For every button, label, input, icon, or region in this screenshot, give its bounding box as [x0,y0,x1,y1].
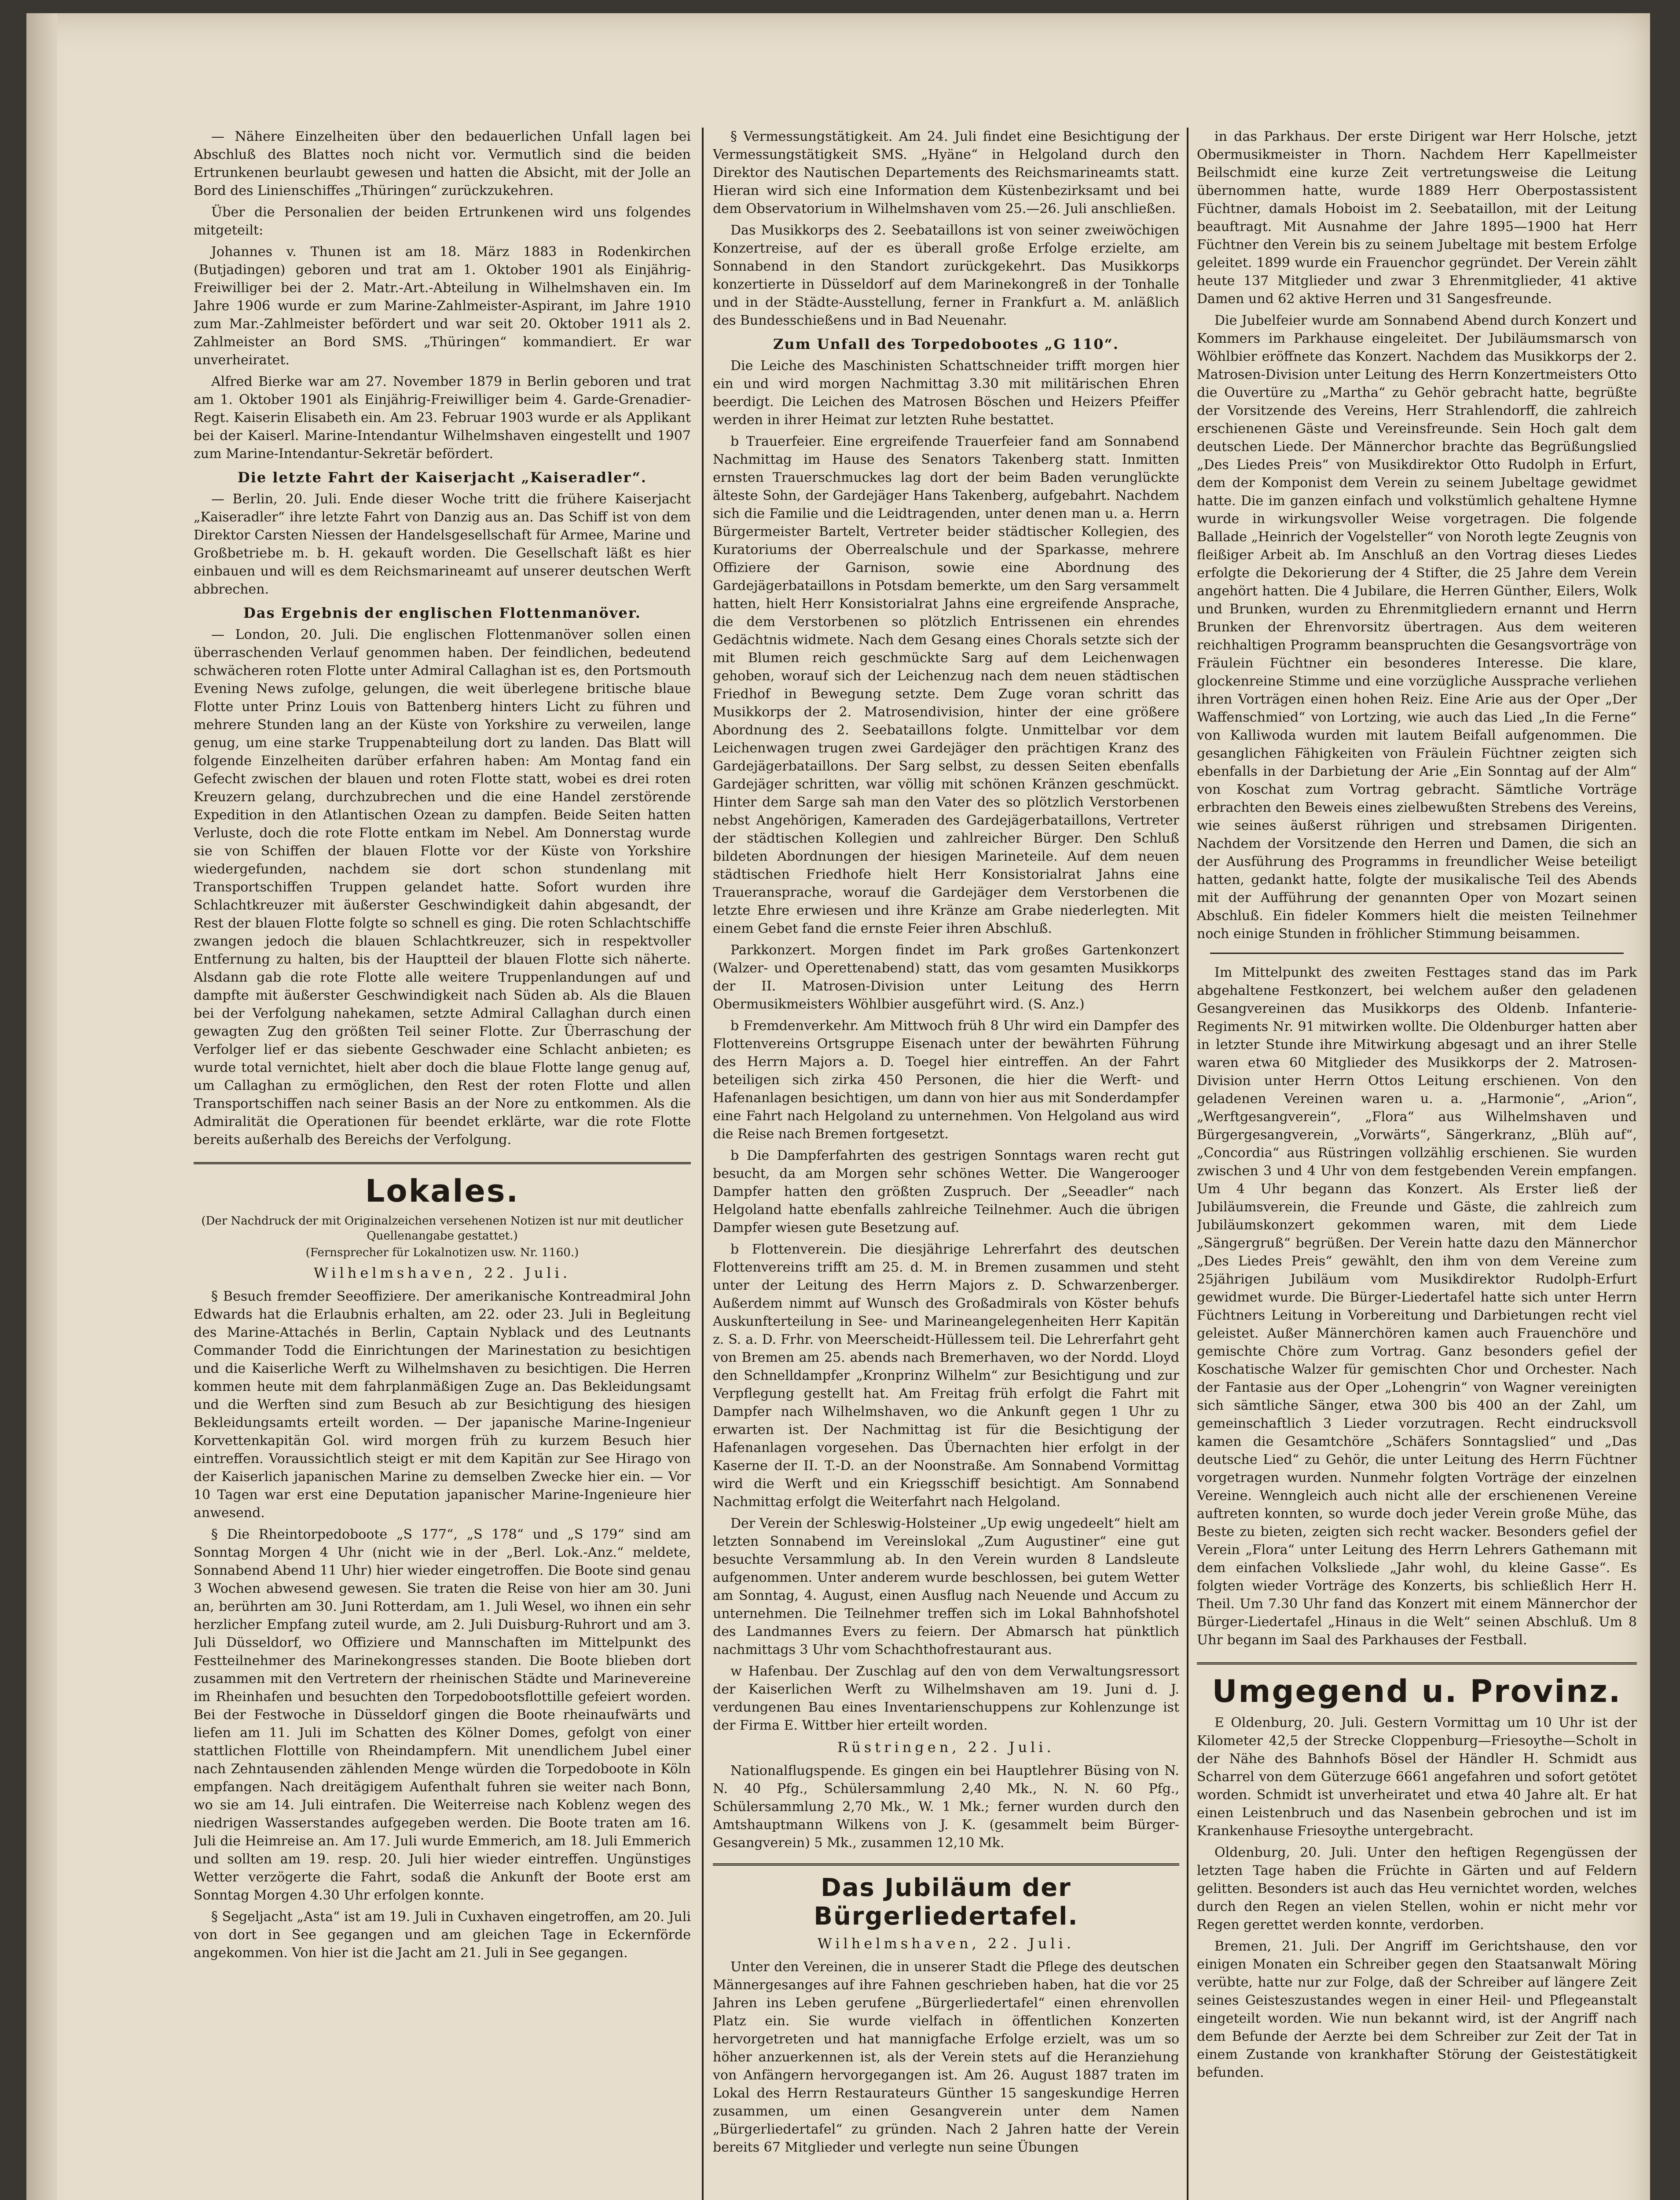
section-heading-umgegend: Umgegend u. Provinz. [1197,1662,1637,1709]
article-paragraph: E Oldenburg, 20. Juli. Gestern Vormittag um 10 Uhr ist der Kilometer 42,5 der Strecke Cloppenburg—Friesoythe—Scholt in der Nähe des Bahnhofs Bösel der Händler H. Schmidt aus Scharrel von dem Güterzuge 6661 angefahren und sofort getötet worden. Schmidt ist unverheiratet und etwa 40 Jahre alt. Er hat einen Leistenbruch und das Nasenbein gebrochen und ist im Krankenhause Friesoythe untergebracht. [1197,1715,1637,1839]
article-paragraph: Über die Personalien der beiden Ertrunkenen wird uns folgendes mitgeteilt: [194,205,691,238]
article-paragraph: § Besuch fremder Seeoffiziere. Der amerikanische Kontreadmiral John Edwards hat die Erlaubnis erhalten, am 22. oder 23. Juli in Begleitung des Marine-Attachés in Berlin, Captain Nyblack und des Leutnants Commander Todd die Einrichtungen der Marinestation zu besichtigen und die Kaiserliche Werft zu Wilhelmshaven zu besichtigen. Die Herren kommen heute mit dem fahrplanmäßigen Zuge an. Das Bekleidungsamt und die Werften sind zum Besuch ab zur Besichtigung des hiesigen Bekleidungsamts erteilt worden. — Der japanische Marine-Ingenieur Korvettenkapitän Gol. wird morgen früh zu kurzem Besuch hier eintreffen. Voraussichtlich steigt er mit dem Kapitän zur See Hirago von der Kaiserlich japanischen Marine zu demselben Zwecke hier ein. — Vor 10 Tagen war erst eine Deputation japanischer Marine-Ingenieure hier anwesend. [194,1289,691,1521]
article-paragraph: b Fremdenverkehr. Am Mittwoch früh 8 Uhr wird ein Dampfer des Flottenvereins Ortsgruppe Eisenach unter der bewährten Führung des Herrn Majors a. D. Toegel hier eintreffen. An der Fahrt beteiligen sich zirka 450 Personen, die hier die Werft- und Hafenanlagen besichtigen, um dann von hier aus mit Sonderdampfer eine Fahrt nach Helgoland zu unternehmen. Von Helgoland aus wird die Reise nach Bremen fortgesetzt. [713,1018,1179,1142]
article-paragraph: Die Leiche des Maschinisten Schattschneider trifft morgen hier ein und wird morgen Nachmittag 3.30 mit militärischen Ehren beerdigt. Die Leichen des Matrosen Böschen und Heizers Pfeiffer werden in ihrer Heimat zur letzten Ruhe bestattet. [713,358,1179,428]
article-paragraph: Unter den Vereinen, die in unserer Stadt die Pflege des deutschen Männergesanges auf ihre Fahnen geschrieben haben, hat die vor 25 Jahren ins Leben gerufene „Bürgerliedertafel“ einen ehrenvollen Platz ein. Sie wurde vielfach in öffentlichen Konzerten hervorgetreten und hat mannigfache Erfolge erzielt, was um so höher anzuerkennen ist, als der Verein stets auf die Heranziehung von Anfängern hervorgegangen ist. Am 26. August 1887 traten im Lokal des Herrn Restaurateurs Günther 15 sangeskundige Herren zusammen, um einen Gesangverein unter dem Namen „Bürgerliedertafel“ zu gründen. Nach 2 Jahren hatte der Verein bereits 67 Mitglieder und verlegte nun seine Übungen [713,1959,1179,2155]
column-rule [702,128,704,2200]
article-paragraph: b Flottenverein. Die diesjährige Lehrerfahrt des deutschen Flottenvereins trifft am 25. d. M. in Bremen zusammen und steht unter der Leitung des Herrn Majors z. D. Schwarzenberger. Außerdem nimmt auf Wunsch des Großadmirals von Köster behufs Auskunfterteilung in See- und Marineangelegenheiten Herr Kapitän z. S. a. D. Frhr. von Meerscheidt-Hüllessem teil. Die Lehrerfahrt geht von Bremen am 25. abends nach Bremerhaven, wo der Nordd. Lloyd den Schnelldampfer „Kronprinz Wilhelm“ zur Besichtigung und zur Verpflegung gestellt hat. Am Freitag früh erfolgt die Fahrt mit Dampfer nach Wilhelmshaven, wo die Ankunft gegen 1 Uhr zu erwarten ist. Der Nachmittag ist für die Besichtigung der Hafenanlagen vorgesehen. Das Übernachten hier erfolgt in der Kaserne der II. T.-D. an der Noonstraße. Am Sonnabend Vormittag wird die Werft und ein Kriegsschiff besichtigt. Am Sonnabend Nachmittag erfolgt die Weiterfahrt nach Helgoland. [713,1242,1179,1510]
dateline: Wilhelmshaven, 22. Juli. [313,1265,571,1281]
reprint-note: (Der Nachdruck der mit Originalzeichen versehenen Notizen ist nur mit deutlicher Quellenangabe gestattet.) [201,1214,683,1243]
article-paragraph: w Hafenbau. Der Zuschlag auf den von dem Verwaltungsressort der Kaiserlichen Werft zu Wilhelmshaven am 19. Juni d. J. verdungenen Bau eines Inventarienschuppens zur Kohlenzunge ist der Firma E. Wittber hier erteilt worden. [713,1664,1179,1733]
article-paragraph: Bremen, 21. Juli. Der Angriff im Gerichtshause, den vor einigen Monaten ein Schreiber gegen den Staatsanwalt Möring verübte, hatte nur zur Folge, daß der Schreiber auf längere Zeit seines Geisteszustandes wegen in einer Heil- und Pflegeanstalt eingeteilt worden. Wie nun bekannt wird, ist der Angriff nach dem Befunde der Aerzte bei dem Schreiber zur Zeit der Tat in einem Zustande von krankhafter Störung der Geistestätigkeit befunden. [1197,1939,1637,2080]
article-paragraph: b Die Dampferfahrten des gestrigen Sonntags waren recht gut besucht, da am Morgen sehr schönes Wetter. Die Wangerooger Dampfer hatten den größten Zuspruch. Der „Seeadler“ nach Helgoland hatte ebenfalls zahlreiche Teilnehmer. Auch die übrigen Dampfer wiesen gute Besetzung auf. [713,1148,1179,1236]
divider [1210,953,1624,954]
article-paragraph: Nationalflugspende. Es gingen ein bei Hauptlehrer Büsing von N. N. 40 Pfg., Schülersammlung 2,40 Mk., N. N. 60 Pfg., Schülersammlung 2,70 Mk., W. 1 Mk.; ferner wurden durch den Amtshauptmann Wilkens von J. K. (gesammelt beim Bürger-Gesangverein) 5 Mk., zusammen 12,10 Mk. [713,1763,1179,1851]
column-rule [1187,128,1188,2200]
article-paragraph: Johannes v. Thunen ist am 18. März 1883 in Rodenkirchen (Butjadingen) geboren und trat am 1. Oktober 1901 als Einjährig-Freiwilliger bei der 2. Matr.-Art.-Abteilung in Wilhelmshaven ein. Im Jahre 1906 wurde er zum Marine-Zahlmeister-Aspirant, im Jahre 1910 zum Mar.-Zahlmeister befördert und war seit 20. Oktober 1911 als 2. Zahlmeister an Bord SMS. „Thüringen“ kommandiert. Er war unverheiratet. [194,244,691,368]
article-paragraph: Alfred Bierke war am 27. November 1879 in Berlin geboren und trat am 1. Oktober 1901 als Einjährig-Freiwilliger beim 4. Garde-Grenadier-Regt. Kaiserin Elisabeth ein. Am 23. Februar 1903 wurde er als Applikant bei der Kaiserl. Marine-Intendantur Wilhelmshaven eingestellt und 1907 zum Marine-Intendantur-Sekretär befördert. [194,374,691,462]
column-left [194,128,691,1965]
article-paragraph: Parkkonzert. Morgen findet im Park großes Gartenkonzert (Walzer- und Operettenabend) statt, das vom gesamten Musikkorps der II. Matrosen-Division unter Leitung des Herrn Obermusikmeisters Wöhlbier ausgeführt wird. (S. Anz.) [713,942,1179,1012]
article-paragraph: Das Musikkorps des 2. Seebataillons ist von seiner zweiwöchigen Konzertreise, auf der es überall große Erfolge erzielte, am Sonnabend in den Standort zurückgekehrt. Das Musikkorps konzertierte in Düsseldorf auf dem Marinekongreß in der Tonhalle und in der Städte-Ausstellung, ferner in Frankfurt a. M. anläßlich des Bundesschießens und in Bad Neuenahr. [713,223,1179,328]
article-paragraph: b Trauerfeier. Eine ergreifende Trauerfeier fand am Sonnabend Nachmittag im Hause des Senators Takenberg statt. Inmitten ernsten Trauerschmuckes lag dort der beim Baden verunglückte älteste Sohn, der Gardejäger Hans Takenberg, aufgebahrt. Nachdem sich die Familie und die Leidtragenden, unter denen man u. a. Herrn Bürgermeister Bartelt, Vertreter beider städtischer Kollegien, des Kuratoriums der Oberrealschule und der Sparkasse, mehrere Offiziere der Garnison, sowie eine Abordnung des Gardejägerbataillons in Potsdam bemerkte, um den Sarg versammelt hatten, hielt Herr Konsistorialrat Jahns eine ergreifende Ansprache, die dem Verstorbenen so plötzlich Entrissenen ein ehrendes Gedächtnis widmete. Nach dem Gesang eines Chorals setzte sich der mit Blumen reich geschmückte Sarg auf dem Leichenwagen gehoben, worauf sich der Leichenzug nach dem neuen städtischen Friedhof in Bewegung setzte. Dem Zuge voran schritt das Musikkorps der 2. Matrosendivision, hinter der eine größere Abordnung des 2. Seebataillons folgte. Unmittelbar vor dem Leichenwagen trugen zwei Gardejäger den prächtigen Kranz des Gardejägerbataillons. Der Sarg selbst, zu dessen Seiten ebenfalls Gardejäger schritten, war völlig mit schönen Kränzen geschmückt. Hinter dem Sarge sah man den Vater des so plötzlich Verstorbenen nebst Angehörigen, Kameraden des Gardejägerbataillons, Vertreter der städtischen Kollegien und zahlreicher Bürger. Den Schluß bildeten Abordnungen der hiesigen Marineteile. Auf dem neuen städtischen Friedhofe hielt Herr Konsistorialrat Jahns eine Traueransprache, worauf die Gardejäger dem Verstorbenen die letzte Ehre erwiesen und ihre Kränze am Grabe niederlegten. Mit einem Gebet fand die ernste Feier ihren Abschluß. [713,434,1179,936]
article-paragraph: in das Parkhaus. Der erste Dirigent war Herr Holsche, jetzt Obermusikmeister in Thorn. Nachdem Herr Kapellmeister Beilschmidt eine kurze Zeit vertretungsweise die Leitung übernommen hatte, wurde 1889 Herr Oberpostassistent Füchtner, damals Hoboist im 2. Seebataillon, mit der Leitung beauftragt. Mit Ausnahme der Jahre 1895—1900 hat Herr Füchtner den Verein bis zu seinem Jubeltage mit bestem Erfolge geleitet. 1899 wurde ein Frauenchor gegründet. Der Verein zählt heute 137 Mitglieder und zwar 3 Ehrenmitglieder, 41 aktive Damen und 62 aktive Herren und 31 Sangesfreunde. [1197,129,1637,307]
article-paragraph: Der Verein der Schleswig-Holsteiner „Up ewig ungedeelt“ hielt am letzten Sonnabend im Vereinslokal „Zum Augustiner“ eine gut besuchte Versammlung ab. In den Verein wurden 8 Landsleute aufgenommen. Unter anderem wurde beschlossen, bei gutem Wetter am Sonntag, 4. August, einen Ausflug nach Neuende und Accum zu unternehmen. Die Teilnehmer treffen sich im Lokal Bahnhofshotel des Landmannes Evers zu feiern. Der Abmarsch hat pünktlich nachmittags 3 Uhr vom Schachthofrestaurant aus. [713,1516,1179,1657]
article-paragraph: Die Jubelfeier wurde am Sonnabend Abend durch Konzert und Kommers im Parkhause eingeleitet. Der Jubiläumsmarsch von Wöhlbier eröffnete das Konzert. Nachdem das Musikkorps der 2. Matrosen-Division unter Leitung des Herrn Konzertmeisters Otto die Ouvertüre zu „Martha“ zu Gehör gebracht hatte, begrüßte der Vorsitzende des Vereins, Herr Strahlendorff, die zahlreich erschienenen Gäste und Vereinsfreunde. Sein Hoch galt dem deutschen Liede. Der Männerchor brachte das Begrüßungslied „Des Liedes Preis“ von Musikdirektor Otto Rudolph in Erfurt, dem der Komponist dem Verein zu seinem Jubeltage gewidmet hatte. Die im ganzen einfach und volkstümlich gehaltene Hymne wurde in wirkungsvoller Weise vorgetragen. Die folgende Ballade „Heinrich der Vogelsteller“ von Noroth legte Zeugnis von fleißiger Arbeit ab. Im Anschluß an den Vortrag dieses Liedes erfolgte die Dekorierung der 4 Stifter, die 25 Jahre dem Verein angehört hatten. Die 4 Jubilare, die Herren Günther, Eilers, Wolk und Brunken, wurden zu Ehrenmitgliedern ernannt und Herrn Brunken der Ehrenvorsitz übertragen. Aus dem weiteren reichhaltigen Programm beanspruchten die Gesangsvorträge von Fräulein Füchtner ein besonderes Interesse. Die klare, glockenreine Stimme und eine vorzügliche Aussprache verliehen ihren Vorträgen einen hohen Reiz. Eine Arie aus der Oper „Der Waffenschmied“ von Lortzing, wie auch das Lied „In die Ferne“ von Kalliwoda wurden mit lautem Beifall aufgenommen. Die gesanglichen Fähigkeiten von Fräulein Füchtner zeigten sich ebenfalls in der Darbietung der Arie „Ein Sonntag auf der Alm“ von Koschat zum Vortrag gebracht. Sämtliche Vorträge erbrachten den Beweis eines zielbewußten Strebens des Vereins, wie seines äußerst rührigen und strebsamen Dirigenten. Nachdem der Vorsitzende den Herren und Damen, die sich an der Ausführung des Programms in freundlicher Weise beteiligt hatten, gedankt hatte, folgte der musikalische Teil des Abends mit der Aufführung der genannten Oper von Mozart seinen Abschluß. Ein fideler Kommers hielt die meisten Teilnehmer noch einige Stunden in fröhlicher Stimmung beisammen. [1197,313,1637,942]
article-paragraph: Im Mittelpunkt des zweiten Festtages stand das im Park abgehaltene Festkonzert, bei welchem außer den geladenen Gesangvereinen das Musikkorps des Oldenb. Infanterie-Regiments Nr. 91 mitwirken wollte. Die Oldenburger hatten aber in letzter Stunde ihre Mitwirkung abgesagt und an ihrer Stelle waren etwa 60 Mitglieder des Musikkorps der 2. Matrosen-Division unter Herrn Ottos Leitung erschienen. Von den geladenen Vereinen waren u. a. „Harmonie“, „Arion“, „Werftgesangverein“, „Flora“ aus Wilhelmshaven und Bürgergesangverein, „Vorwärts“, Sängerkranz, „Blüh auf“, „Concordia“ aus Rüstringen vollzählig erschienen. Sie wurden zwischen 3 und 4 Uhr von dem festgebenden Verein empfangen. Um 4 Uhr begann das Konzert. Als Erster ließ der Jubiläumsverein, die Freunde und Gäste, die zahlreich zum Jubiläumskonzert gekommen waren, mit dem Liede „Sängergruß“ begrüßen. Der Verein hatte dazu den Männerchor „Des Liedes Preis“ gewählt, den ihm von dem Vereine zum 25jährigen Jubiläum vom Musikdirektor Rudolph-Erfurt gewidmet wurde. Die Bürger-Liedertafel hatte sich unter Herrn Füchtners Leitung in Vorbereitung und Darbietungen recht viel geleistet. Außer Männerchören kamen auch Frauenchöre und gemischte Chöre zum Vortrag. Ganz besonders gefiel der Koschatische Walzer für gemischten Chor und Orchester. Nach der Fantasie aus der Oper „Lohengrin“ von Wagner vereinigten sich sämtliche Sänger, etwa 300 bis 400 an der Zahl, um gemeinschaftlich 3 Lieder vorzutragen. Recht eindrucksvoll kamen die Gesamtchöre „Schäfers Sonntagslied“ und „Das deutsche Lied“ zu Gehör, die unter Leitung des Herrn Füchtner vorgetragen wurden. Nunmehr folgten Vorträge der einzelnen Vereine. Wenngleich auch nicht alle der erschienenen Vereine auftreten konnten, so wurde doch jeder Verein große Mühe, das Beste zu bieten, zeigten sich recht wacker. Besonders gefiel der Verein „Flora“ unter Leitung des Herrn Lehrers Gathemann mit dem einfachen Volksliede „Jahr wohl, du kleine Gasse“. Es folgten wieder Vorträge des Konzerts, bis schließlich Herr H. Theil. Um 7.30 Uhr fand das Konzert mit einem Männerchor der Bürger-Liedertafel „Hinaus in die Welt“ seinen Abschluß. Um 8 Uhr begann im Saal des Parkhauses der Festball. [1197,965,1637,1648]
newspaper-page [26,13,1650,2200]
phone-note: (Fernsprecher für Lokalnotizen usw. Nr. 1160.) [305,1246,579,1259]
column-right [1197,128,1637,2085]
article-paragraph: — London, 20. Juli. Die englischen Flottenmanöver sollen einen überraschenden Verlauf genommen haben. Der feindlichen, bedeutend schwächeren roten Flotte unter Admiral Callaghan ist es, den Portsmouth Evening News zufolge, gelungen, die weit überlegene britische blaue Flotte unter Prinz Louis von Battenberg hinters Licht zu führen und mehrere Stunden lang an der Küste von Yorkshire zu verweilen, lange genug, um eine starke Truppenabteilung dort zu landen. Das Blatt will folgende Einzelheiten darüber erfahren haben: Am Montag fand ein Gefecht zwischen der blauen und roten Flotte statt, wobei es drei roten Kreuzern gelang, durchzubrechen und die eine Handel zerstörende Expedition in den Atlantischen Ozean zu dampfen. Beide Seiten hatten Verluste, doch die rote Flotte entkam im Nebel. Am Donnerstag wurde sie von Schiffen der blauen Flotte vor der Küste von Yorkshire wiedergefunden, nachdem sie dort schon stundenlang mit Transportschiffen Truppen gelandet hatte. Sofort wurden ihre Schlachtkreuzer mit äußerster Geschwindigkeit dahin abgesandt, der Rest der blauen Flotte folgte so schnell es ging. Die roten Schlachtschiffe zwangen jedoch die blauen Schlachtkreuzer, sich in respektvoller Entfernung zu halten, bis der Hauptteil der blauen Flotte sich näherte. Alsdann gab die rote Flotte alle weitere Truppenlandungen auf und dampfte mit äußerster Geschwindigkeit nach Süden ab. Als die Blauen bei der Verfolgung nahekamen, setzte Admiral Callaghan durch einen gewagten Zug den größten Teil seiner Flotte. Zur Überraschung der Verfolger lief er das siebente Geschwader eine Schlacht anbieten; es wurde total vernichtet, hielt aber doch die blaue Flotte lange genug auf, um Callaghan zu ermöglichen, den Rest der roten Flotte und allen Transportschiffen nach seiner Basis an der Nore zu entkommen. Als die Admiralität die Operationen für beendet erklärte, war die rote Flotte bereits außerhalb des Bereichs der Verfolgung. [194,627,691,1148]
column-middle [713,128,1179,2160]
article-paragraph: § Vermessungstätigkeit. Am 24. Juli findet eine Besichtigung der Vermessungstätigkeit SMS. „Hyäne“ in Helgoland durch den Direktor des Nautischen Departements des Reichsmarineamts statt. Hieran wird sich eine Information dem Küstenbezirksamt und bei dem Observatorium in Wilhelmshaven vom 25.—26. Juli anschließen. [713,129,1179,216]
article-heading: Das Ergebnis der englischen Flottenmanöver. [243,605,641,621]
dateline: Rüstringen, 22. Juli. [837,1739,1055,1756]
article-heading: Zum Unfall des Torpedobootes „G 110“. [773,336,1119,352]
dateline: Wilhelmshaven, 22. Juli. [817,1935,1075,1952]
article-heading-jubilaeum: Das Jubiläum der Bürgerliedertafel. [713,1863,1179,1931]
binding-edge [26,13,57,2200]
article-paragraph: — Nähere Einzelheiten über den bedauerlichen Unfall lagen bei Abschluß des Blattes noch nicht vor. Vermutlich sind die beiden Ertrunkenen beurlaubt gewesen und hatten die Absicht, mit der Jolle an Bord des Linienschiffes „Thüringen“ zurückzukehren. [194,129,691,198]
article-paragraph: § Segeljacht „Asta“ ist am 19. Juli in Cuxhaven eingetroffen, am 20. Juli von dort in See gegangen und am gleichen Tage in Eckernförde angekommen. Von hier ist die Jacht am 21. Juli in See gegangen. [194,1909,691,1961]
article-heading: Die letzte Fahrt der Kaiserjacht „Kaiseradler“. [237,469,647,486]
section-heading-lokales: Lokales. [194,1162,691,1209]
article-paragraph: Oldenburg, 20. Juli. Unter den heftigen Regengüssen der letzten Tage haben die Früchte in Gärten und auf Feldern gelitten. Besonders ist auch das Heu vernichtet worden, welches durch den Regen an vielen Stellen, wohin er nicht mehr vor Regen gerettet werden konnte, verdorben. [1197,1845,1637,1932]
article-paragraph: — Berlin, 20. Juli. Ende dieser Woche tritt die frühere Kaiserjacht „Kaiseradler“ ihre letzte Fahrt von Danzig aus an. Das Schiff ist von dem Direktor Carsten Niessen der Handelsgesellschaft für Armee, Marine und Großbetriebe m. b. H. gekauft worden. Die Gesellschaft läßt es hier einbauen und will es dem Reichsmarineamt auf unserer deutschen Werft abbrechen. [194,491,691,597]
article-paragraph: § Die Rheintorpedoboote „S 177“, „S 178“ und „S 179“ sind am Sonntag Morgen 4 Uhr (nicht wie in der „Berl. Lok.-Anz.“ meldete, Sonnabend Abend 11 Uhr) hier wieder eingetroffen. Die Boote sind genau 3 Wochen abwesend gewesen. Sie traten die Reise von hier am 30. Juni an, berührten am 30. Juni Rotterdam, am 1. Juli Wesel, wo ihnen ein sehr herzlicher Empfang zuteil wurde, am 2. Juli Duisburg-Ruhrort und am 3. Juli Düsseldorf, wo Offiziere und Mannschaften im Mittelpunkt des Festteilnehmer des Marinekongresses standen. Die Boote blieben dort zusammen mit den Vertretern der rheinischen Städte und Marinevereine im Rheinhafen und besuchten den Torpedobootsflottille gefeiert worden. Bei der Festwoche in Düsseldorf gingen die Boote rheinaufwärts und liefen am 11. Juli im Schatten des Kölner Domes, gefolgt von einer stattlichen Flottille von Rheindampfern. Mit unendlichem Jubel einer nach Zehntausenden zählenden Menge würden die Torpedoboote in Köln empfangen. Nach dreitägigem Aufenthalt fuhren sie weiter nach Bonn, wo sie am 14. Juli eintrafen. Die Weiterreise nach Koblenz wegen des niedrigen Wasserstandes aufgegeben werden. Die Boote traten am 16. Juli die Heimreise an. Am 17. Juli wurde Emmerich, am 18. Juli Emmerich und sollten am 19. resp. 20. Juli hier wieder eintreffen. Ungünstiges Wetter verzögerte die Fahrt, sodaß die Ankunft der Boote erst am Sonntag Morgen 4.30 Uhr erfolgen konnte. [194,1527,691,1903]
